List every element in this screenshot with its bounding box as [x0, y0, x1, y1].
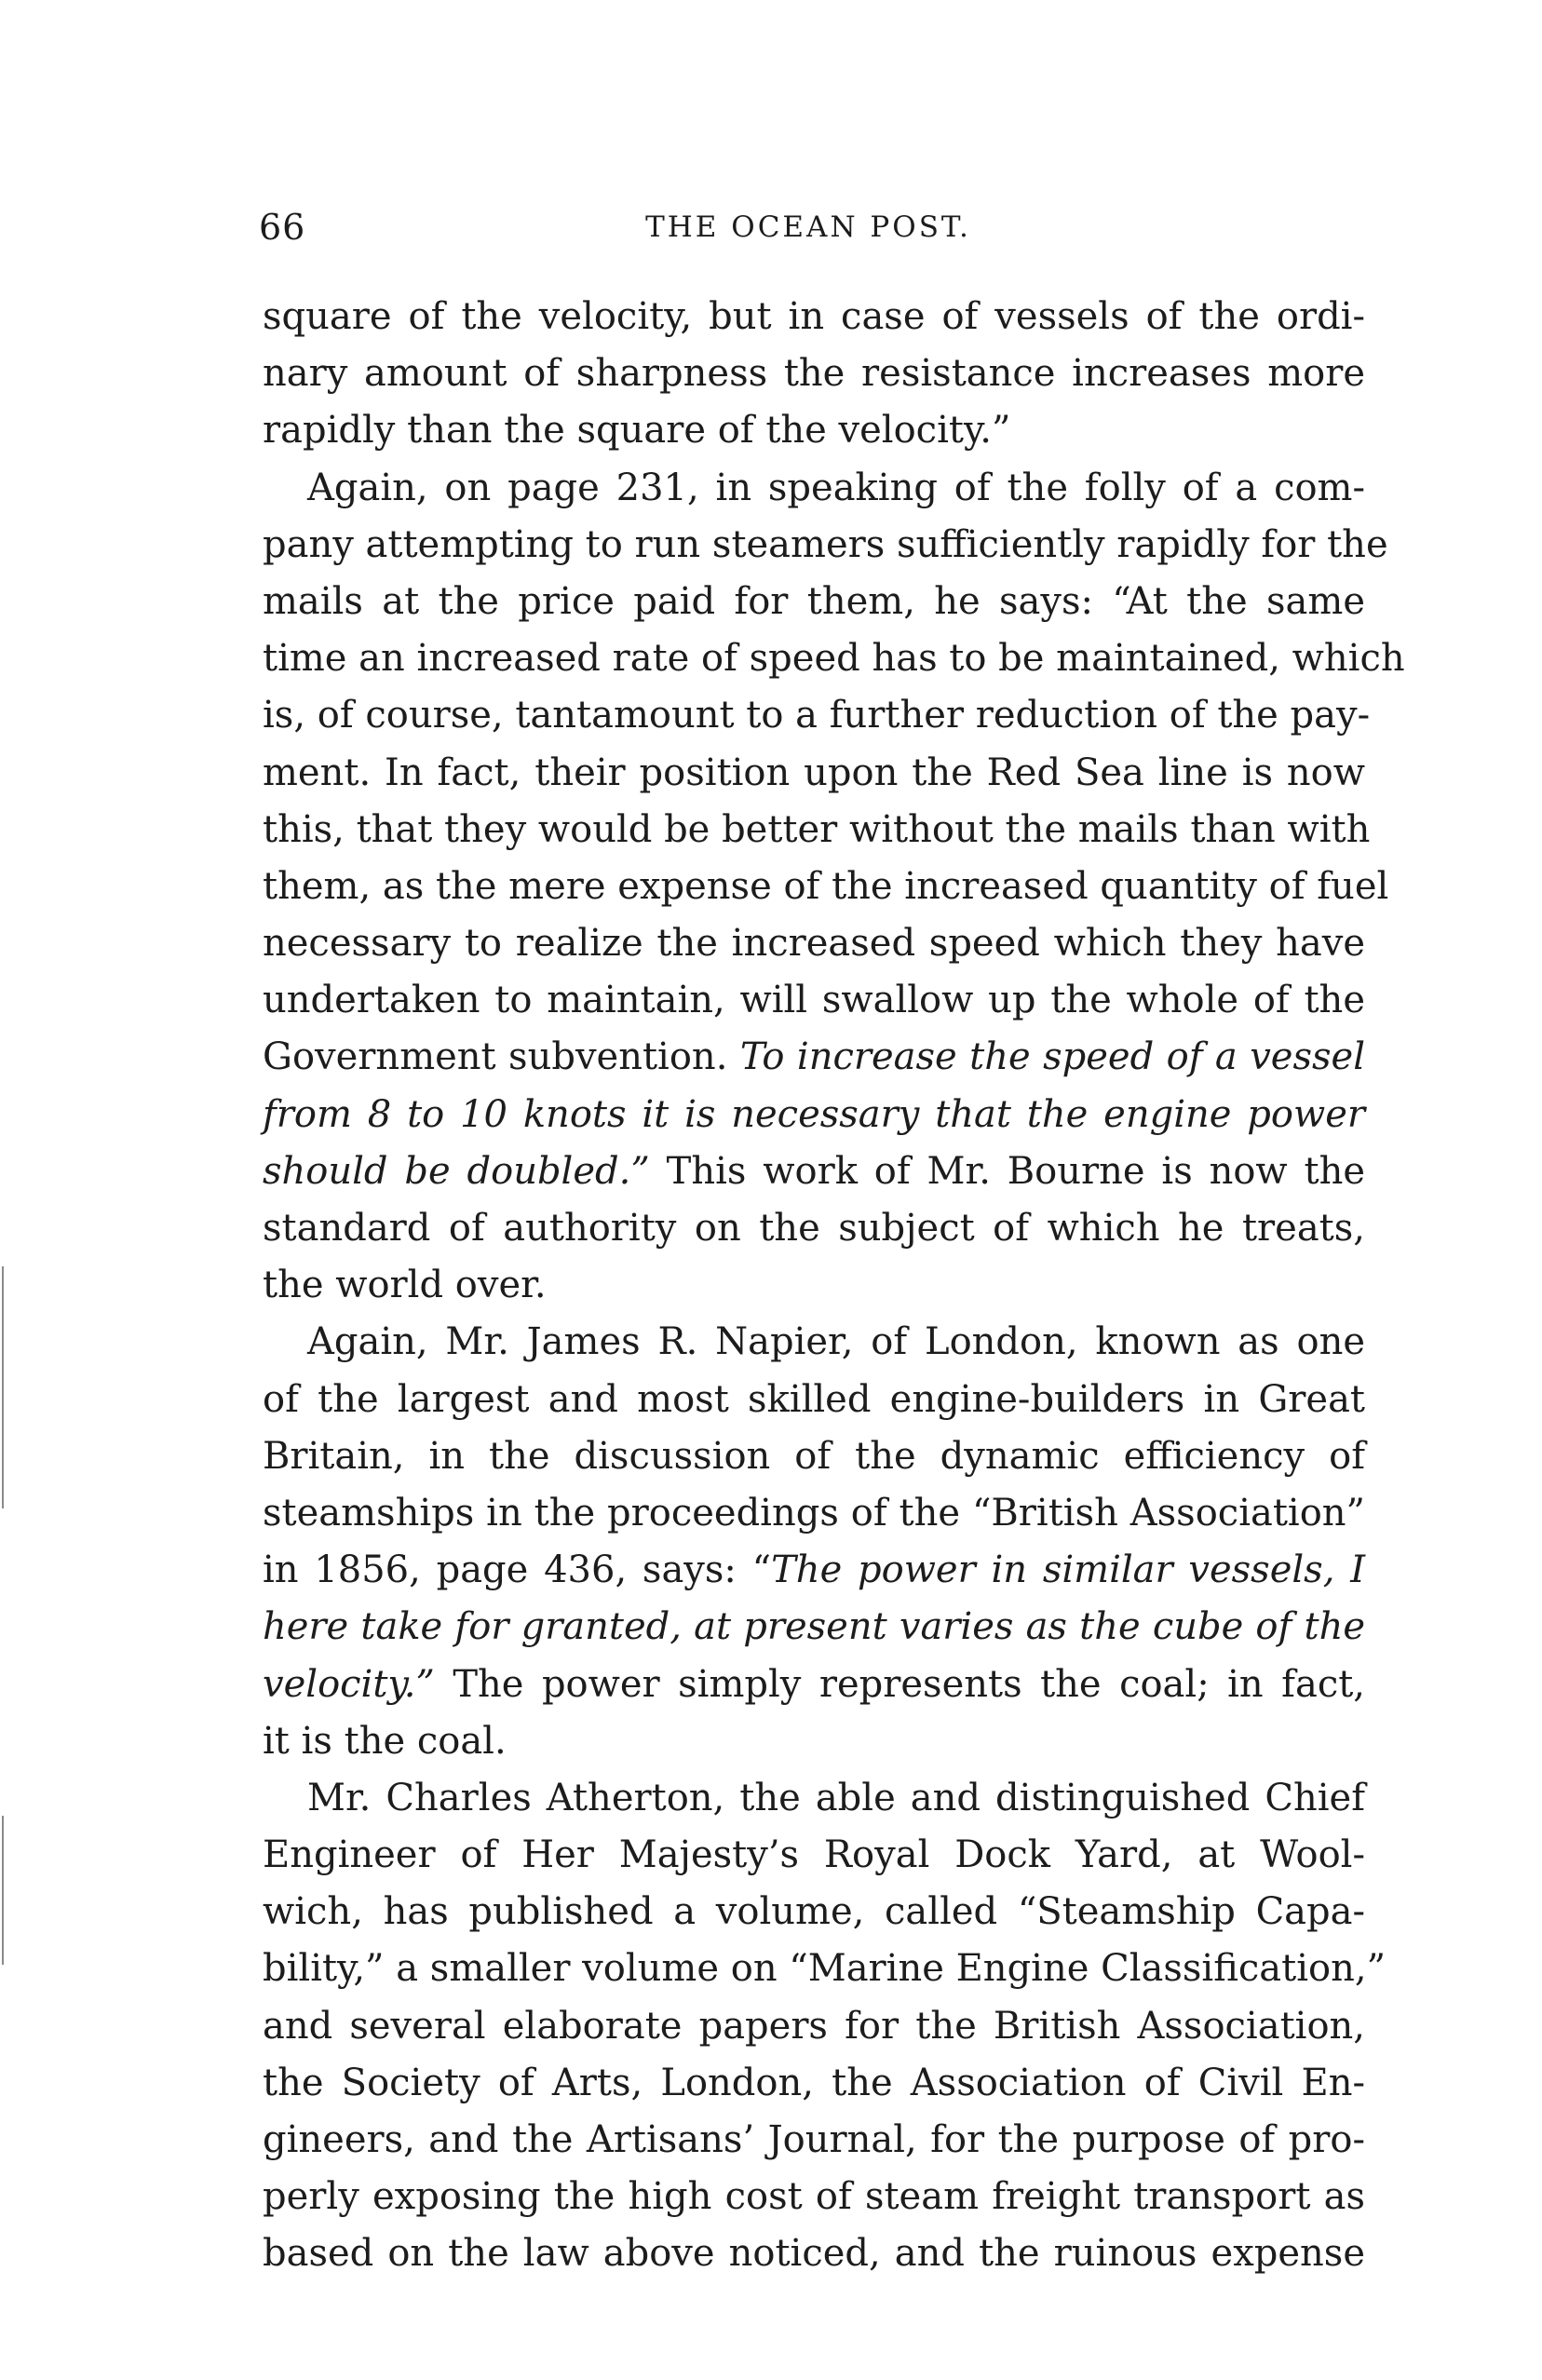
text-line — [263, 1029, 1365, 1086]
text-line: steamships in the proceedings of the “British Association” — [263, 1491, 1365, 1535]
italic-quote: should be doubled.” — [263, 1149, 650, 1193]
text-line: it is the coal. — [263, 1719, 507, 1763]
text-line: of the largest and most skilled engine-builders in Great — [263, 1377, 1365, 1421]
text-line: ment. In fact, their position upon the Red Sea line is now — [263, 751, 1365, 794]
italic-quote: The power in similar vessels, I — [771, 1548, 1365, 1592]
text-line: based on the law above noticed, and the ruinous expense — [263, 2232, 1365, 2276]
body-text — [263, 289, 1405, 2283]
text-line: gineers, and the Artisans’ Journal, for the purpose of pro- — [263, 2118, 1365, 2161]
text-line: wich, has published a volume, called “Steamship Capa- — [263, 1890, 1365, 1934]
text-span: Government subvention. — [263, 1035, 728, 1079]
text-line: the Society of Arts, London, the Association of Civil En- — [263, 2061, 1365, 2104]
text-line — [263, 1657, 1365, 1713]
text-line: this, that they would be better without the mails than with — [263, 807, 1371, 851]
text-line: Engineer of Her Majesty’s Royal Dock Yard, at Wool- — [263, 1833, 1365, 1877]
italic-quote: velocity.” — [263, 1662, 435, 1706]
text-line: is, of course, tantamount to a further reduction of the pay- — [263, 694, 1371, 737]
text-line — [263, 1599, 1365, 1656]
text-line: Britain, in the discussion of the dynamic efficiency of — [263, 1434, 1365, 1478]
text-line: nary amount of sharpness the resistance increases more — [263, 352, 1365, 396]
text-line: undertaken to maintain, will swallow up the whole of the — [263, 979, 1365, 1022]
scan-edge-mark — [2, 1816, 4, 1965]
italic-quote: here take for granted, at present varies as the cube of the — [263, 1605, 1365, 1649]
text-line: pany attempting to run steamers sufficiently rapidly for the — [263, 522, 1388, 566]
text-line: Again, on page 231, in speaking of the folly of a com- — [307, 466, 1365, 509]
text-line: square of the velocity, but in case of vessels of the ordi- — [263, 295, 1365, 338]
text-span: in 1856, page 436, says: “ — [263, 1548, 772, 1592]
text-line — [263, 1542, 1365, 1599]
text-line: rapidly than the square of the velocity.” — [263, 409, 1011, 453]
running-title: THE OCEAN POST. — [645, 210, 971, 244]
text-line: Again, Mr. James R. Napier, of London, known as one — [307, 1320, 1365, 1364]
text-span: The power simply represents the coal; in fact, — [453, 1662, 1366, 1706]
italic-quote: from 8 to 10 knots it is necessary that the engine power — [263, 1092, 1365, 1136]
text-line: bility,” a smaller volume on “Marine Engine Classification,” — [263, 1947, 1386, 1991]
text-span: This work of Mr. Bourne is now the — [666, 1149, 1366, 1193]
text-line: mails at the price paid for them, he says: “At the same — [263, 579, 1365, 623]
text-line: Mr. Charles Atherton, the able and distinguished Chief — [307, 1776, 1365, 1819]
text-line — [263, 1087, 1365, 1143]
text-line: standard of authority on the subject of which he treats, — [263, 1207, 1365, 1250]
text-line: and several elaborate papers for the British Association, — [263, 2004, 1365, 2048]
scan-edge-mark — [2, 1266, 4, 1508]
text-line: time an increased rate of speed has to be maintained, which — [263, 637, 1405, 681]
text-line: them, as the mere expense of the increased quantity of fuel — [263, 864, 1389, 908]
text-line: the world over. — [263, 1264, 547, 1307]
italic-quote: To increase the speed of a vessel — [739, 1035, 1365, 1079]
text-line — [263, 1143, 1365, 1200]
page-header — [259, 207, 1358, 263]
page-number: 66 — [259, 207, 306, 248]
text-line: perly exposing the high cost of steam freight transport as — [263, 2175, 1365, 2219]
text-line: necessary to realize the increased speed which they have — [263, 922, 1365, 966]
